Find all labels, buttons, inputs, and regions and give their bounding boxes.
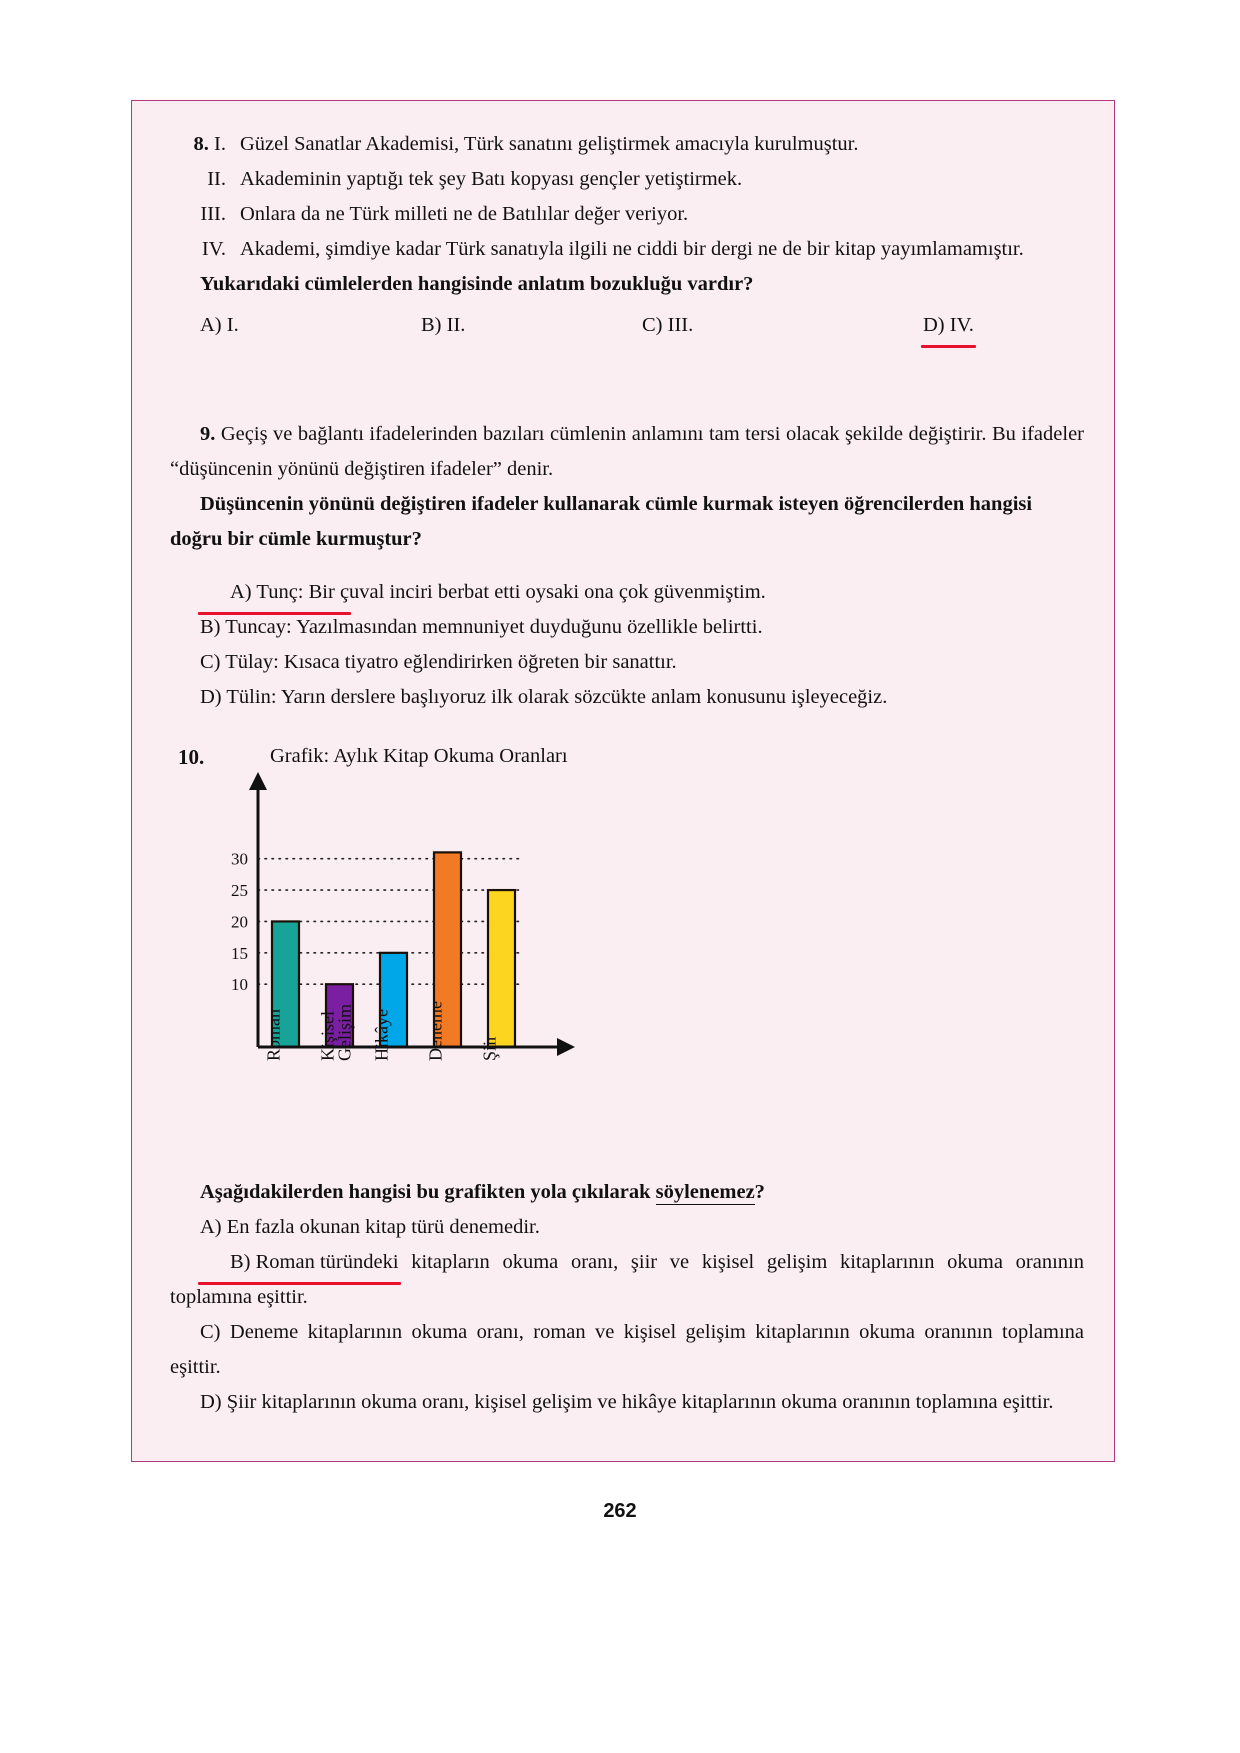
q8-option-a-text: I. (226, 314, 239, 336)
q10-option-b-rest: kitapların okuma oranı, şiir ve kişisel gelişim kitaplarının okuma oranının toplamına eşittir. (170, 1251, 1084, 1308)
q9-option-c-key: C) (200, 651, 221, 673)
q10-option-b-highlight (200, 1245, 399, 1280)
q9-option-c-rest: Tülay: Kısaca tiyatro eğlendirirken öğreten bir sanattır. (225, 651, 677, 673)
q8-item-1-text: Güzel Sanatlar Akademisi, Türk sanatını geliştirmek amacıyla kurulmuştur. (240, 133, 859, 155)
x-axis-category-label: Şiir (479, 1034, 500, 1061)
q9-option-a-rest: uval inciri berbat etti oysaki ona çok güvenmiştim. (349, 581, 766, 603)
q10-option-b-marked: Roman türündeki (255, 1251, 399, 1273)
q10-option-c-rest: Deneme kitaplarının okuma oranı, roman ve kişisel gelişim kitaplarının okuma oranının toplamına eşittir. (170, 1321, 1085, 1378)
q10-option-d-key: D) (200, 1391, 222, 1413)
q8-option-b[interactable] (421, 308, 642, 343)
q8-option-b-text: II. (446, 314, 466, 336)
q10-stem (170, 1175, 1084, 1210)
q8-options (170, 308, 1084, 343)
reading-rates-bar-chart (210, 769, 630, 1169)
q8-item-3-label: III. (200, 203, 226, 225)
q8-item-2-label: II. (207, 168, 226, 190)
q8-number: 8. (193, 133, 209, 155)
q8-option-a-key: A) (200, 314, 222, 336)
q8-number-and-label (170, 127, 240, 162)
q8-item-4-label: IV. (201, 238, 226, 260)
q8-option-d-text: IV. (949, 314, 974, 336)
question-8 (170, 127, 1084, 343)
q9-option-d[interactable] (170, 680, 1084, 715)
q10-stem-before: Aşağıdakilerden hangisi bu grafikten yola çıkılarak (200, 1181, 656, 1203)
x-axis-category-label: Roman (263, 1009, 284, 1061)
q10-option-d[interactable] (170, 1385, 1084, 1420)
q8-item-1 (170, 127, 1084, 162)
q9-stem: Düşüncenin yönünü değiştiren ifadeler kullanarak cümle kurmak isteyen öğrencilerden hangisi doğru bir cümle kurmuştur? (170, 493, 1033, 550)
q8-item-4-text: Akademi, şimdiye kadar Türk sanatıyla ilgili ne ciddi bir dergi ne de bir kitap yayımlamamıştır. (240, 238, 1024, 260)
q10-option-a-key: A) (200, 1216, 222, 1238)
q8-item-2 (170, 162, 1084, 197)
page-number: 262 (603, 1500, 637, 1522)
q10-option-b[interactable] (170, 1245, 1084, 1315)
q9-option-a[interactable] (170, 575, 1084, 610)
question-10-chart (170, 745, 1084, 1175)
q10-chart-title: Grafik: Aylık Kitap Okuma Oranları (270, 745, 568, 767)
q9-intro-text: Geçiş ve bağlantı ifadelerinden bazıları cümlenin anlamını tam tersi olacak şekilde değiştirir. Bu ifadeler “düşüncenin yönünü değiştiren ifadeler” denir. (170, 423, 1084, 480)
q10-option-c-key: C) (200, 1321, 221, 1343)
q8-item-1-label: I. (214, 133, 226, 155)
q8-item-3 (170, 197, 1084, 232)
q10-option-d-rest: Şiir kitaplarının okuma oranı, kişisel gelişim ve hikâye kitaplarının okuma oranının toplamına eşittir. (226, 1391, 1054, 1413)
question-9 (170, 417, 1084, 715)
q10-option-a-rest: En fazla okunan kitap türü denemedir. (226, 1216, 540, 1238)
q8-option-d-key: D) (923, 314, 945, 336)
q9-option-c[interactable] (170, 645, 1084, 680)
q9-number: 9. (200, 423, 216, 445)
q8-option-c-text: III. (667, 314, 694, 336)
y-axis-tick-label: 20 (231, 912, 248, 932)
q8-option-c-key: C) (642, 314, 663, 336)
gap-q9-stem-options (170, 557, 1084, 575)
q9-option-a-marked: Tunç: Bir ç (256, 581, 350, 603)
x-axis-category-label: Kişisel (317, 1010, 338, 1061)
y-axis-tick-label: 10 (231, 975, 248, 995)
q8-option-d-highlight (923, 308, 974, 343)
content-panel (131, 100, 1115, 1462)
question-10-text (170, 1175, 1084, 1420)
q9-option-b-rest: Tuncay: Yazılmasından memnuniyet duyduğunu özellikle belirtti. (225, 616, 763, 638)
q9-option-d-rest: Tülin: Yarın derslere başlıyoruz ilk olarak sözcükte anlam konusunu işleyeceğiz. (226, 686, 888, 708)
q10-option-b-key: B) (230, 1251, 251, 1273)
y-axis-tick-label: 25 (231, 881, 248, 901)
q9-option-a-key: A) (230, 581, 252, 603)
bar-şiir (488, 890, 515, 1047)
q8-option-d[interactable] (863, 308, 1084, 343)
y-axis-tick-label: 15 (231, 943, 248, 963)
q9-option-b[interactable] (170, 610, 1084, 645)
x-axis-category-label: Deneme (425, 1001, 446, 1061)
x-axis-category-label: Gelişim (334, 1004, 355, 1061)
q10-number: 10. (178, 745, 205, 769)
q10-option-c[interactable] (170, 1315, 1084, 1385)
q8-stem: Yukarıdaki cümlelerden hangisinde anlatım bozukluğu vardır? (200, 273, 754, 295)
q8-item-2-text: Akademinin yaptığı tek şey Batı kopyası gençler yetiştirmek. (240, 168, 743, 190)
q8-option-b-key: B) (421, 314, 442, 336)
q10-option-a[interactable] (170, 1210, 1084, 1245)
q9-option-a-highlight (200, 575, 349, 610)
q9-option-b-key: B) (200, 616, 221, 638)
q8-option-a[interactable] (200, 308, 421, 343)
q8-item-3-text: Onlara da ne Türk milleti ne de Batılılar değer veriyor. (240, 203, 689, 225)
q8-item-4 (170, 232, 1084, 267)
q9-option-d-key: D) (200, 686, 222, 708)
y-axis-tick-label: 30 (231, 849, 248, 869)
q8-option-c[interactable] (642, 308, 863, 343)
gap-q8-q9 (170, 343, 1084, 417)
q10-stem-underlined: söylenemez (655, 1181, 755, 1203)
x-axis-category-label: Hikâye (371, 1009, 392, 1061)
q10-stem-after: ? (754, 1181, 765, 1203)
q9-intro-paragraph (170, 417, 1084, 487)
